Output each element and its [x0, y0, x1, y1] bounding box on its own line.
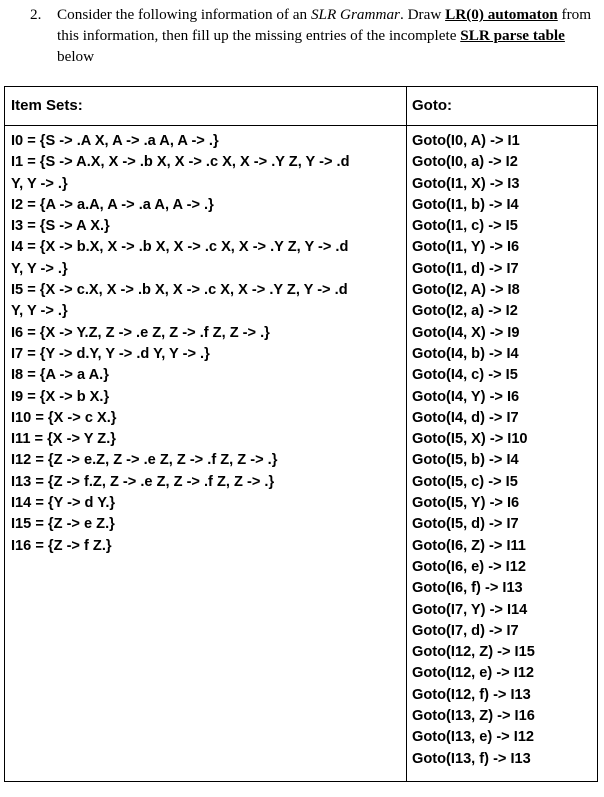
question-block: [30, 4, 598, 67]
goto-entry: Goto(I4, b) -> I4: [412, 345, 519, 362]
goto-entry: Goto(I6, f) -> I13: [412, 580, 523, 597]
item-set-line: I10 = {X -> c X.}: [11, 409, 117, 426]
goto-entry: Goto(I5, d) -> I7: [412, 516, 519, 533]
goto-entry: Goto(I4, X) -> I9: [412, 324, 520, 341]
item-set-line: I4 = {X -> b.X, X -> .b X, X -> .c X, X -> .Y Z, Y -> .d: [11, 239, 349, 256]
goto-entry: Goto(I7, d) -> I7: [412, 622, 519, 639]
goto-entry: Goto(I1, c) -> I5: [412, 218, 518, 235]
question-text-part2: . Draw: [399, 6, 446, 23]
question-text-italic: SLR Grammar: [310, 6, 400, 23]
item-set-line: I9 = {X -> b X.}: [11, 388, 110, 405]
slr-parse-table-emphasis: SLR parse table: [460, 27, 565, 44]
item-set-line: I7 = {Y -> d.Y, Y -> .d Y, Y -> .}: [11, 345, 210, 362]
goto-entry: Goto(I1, X) -> I3: [412, 175, 520, 192]
item-set-line: I8 = {A -> a A.}: [11, 367, 109, 384]
goto-entry: Goto(I1, d) -> I7: [412, 260, 519, 277]
goto-entry: Goto(I13, e) -> I12: [412, 729, 535, 746]
goto-entry: Goto(I6, Z) -> I11: [412, 537, 526, 554]
question-text-part3: from this information, then fill up the missing entries of the incomplete: [57, 6, 592, 44]
item-set-line: I3 = {S -> A X.}: [11, 218, 110, 235]
goto-entry: Goto(I0, A) -> I1: [412, 133, 520, 149]
item-set-line: Y, Y -> .}: [11, 175, 68, 192]
question-text-part1: Consider the following information of an: [57, 6, 311, 23]
item-set-line: Y, Y -> .}: [11, 260, 68, 277]
goto-entry: Goto(I1, b) -> I4: [412, 196, 519, 213]
item-sets-column: [11, 131, 403, 557]
goto-entry: Goto(I12, f) -> I13: [412, 686, 531, 703]
item-set-line: I2 = {A -> a.A, A -> .a A, A -> .}: [11, 196, 214, 213]
question-text: [57, 4, 598, 67]
item-set-line: I11 = {X -> Y Z.}: [11, 431, 116, 448]
item-sets-goto-table: [4, 86, 598, 782]
item-set-line: I15 = {Z -> e Z.}: [11, 516, 115, 533]
goto-entry: Goto(I4, d) -> I7: [412, 409, 519, 426]
goto-entry: Goto(I5, c) -> I5: [412, 473, 518, 490]
item-set-line: Y, Y -> .}: [11, 303, 68, 320]
goto-entry: Goto(I4, c) -> I5: [412, 367, 518, 384]
goto-header: Goto:: [412, 97, 452, 114]
item-set-line: I6 = {X -> Y.Z, Z -> .e Z, Z -> .f Z, Z -> .}: [11, 324, 270, 341]
goto-entry: Goto(I0, a) -> I2: [412, 154, 518, 171]
goto-entry: Goto(I5, b) -> I4: [412, 452, 519, 469]
goto-entry: Goto(I5, Y) -> I6: [412, 495, 520, 512]
item-set-line: I5 = {X -> c.X, X -> .b X, X -> .c X, X -> .Y Z, Y -> .d: [11, 282, 348, 299]
item-set-line: I0 = {S -> .A X, A -> .a A, A -> .}: [11, 133, 219, 149]
item-sets-header: Item Sets:: [11, 97, 83, 114]
goto-entry: Goto(I7, Y) -> I14: [412, 601, 528, 618]
header-divider: [5, 125, 597, 126]
goto-entry: Goto(I13, f) -> I13: [412, 750, 531, 767]
goto-entry: Goto(I2, A) -> I8: [412, 282, 520, 299]
item-set-line: I13 = {Z -> f.Z, Z -> .e Z, Z -> .f Z, Z -> .}: [11, 473, 275, 490]
goto-entry: Goto(I4, Y) -> I6: [412, 388, 520, 405]
goto-entry: Goto(I12, e) -> I12: [412, 665, 535, 682]
item-set-line: I14 = {Y -> d Y.}: [11, 495, 116, 512]
goto-entry: Goto(I6, e) -> I12: [412, 558, 526, 575]
goto-column: [412, 131, 597, 770]
goto-entry: Goto(I5, X) -> I10: [412, 431, 528, 448]
question-number: 2.: [30, 6, 42, 23]
goto-entry: Goto(I2, a) -> I2: [412, 303, 518, 320]
item-set-line: I16 = {Z -> f Z.}: [11, 537, 112, 554]
goto-entry: Goto(I12, Z) -> I15: [412, 644, 535, 661]
goto-entry: Goto(I1, Y) -> I6: [412, 239, 520, 256]
item-set-line: I1 = {S -> A.X, X -> .b X, X -> .c X, X -> .Y Z, Y -> .d: [11, 154, 350, 171]
column-divider: [406, 87, 407, 781]
item-set-line: I12 = {Z -> e.Z, Z -> .e Z, Z -> .f Z, Z -> .}: [11, 452, 278, 469]
goto-entry: Goto(I13, Z) -> I16: [412, 708, 535, 725]
lr0-automaton-emphasis: LR(0) automaton: [445, 6, 558, 23]
question-text-part4: below: [57, 48, 95, 65]
